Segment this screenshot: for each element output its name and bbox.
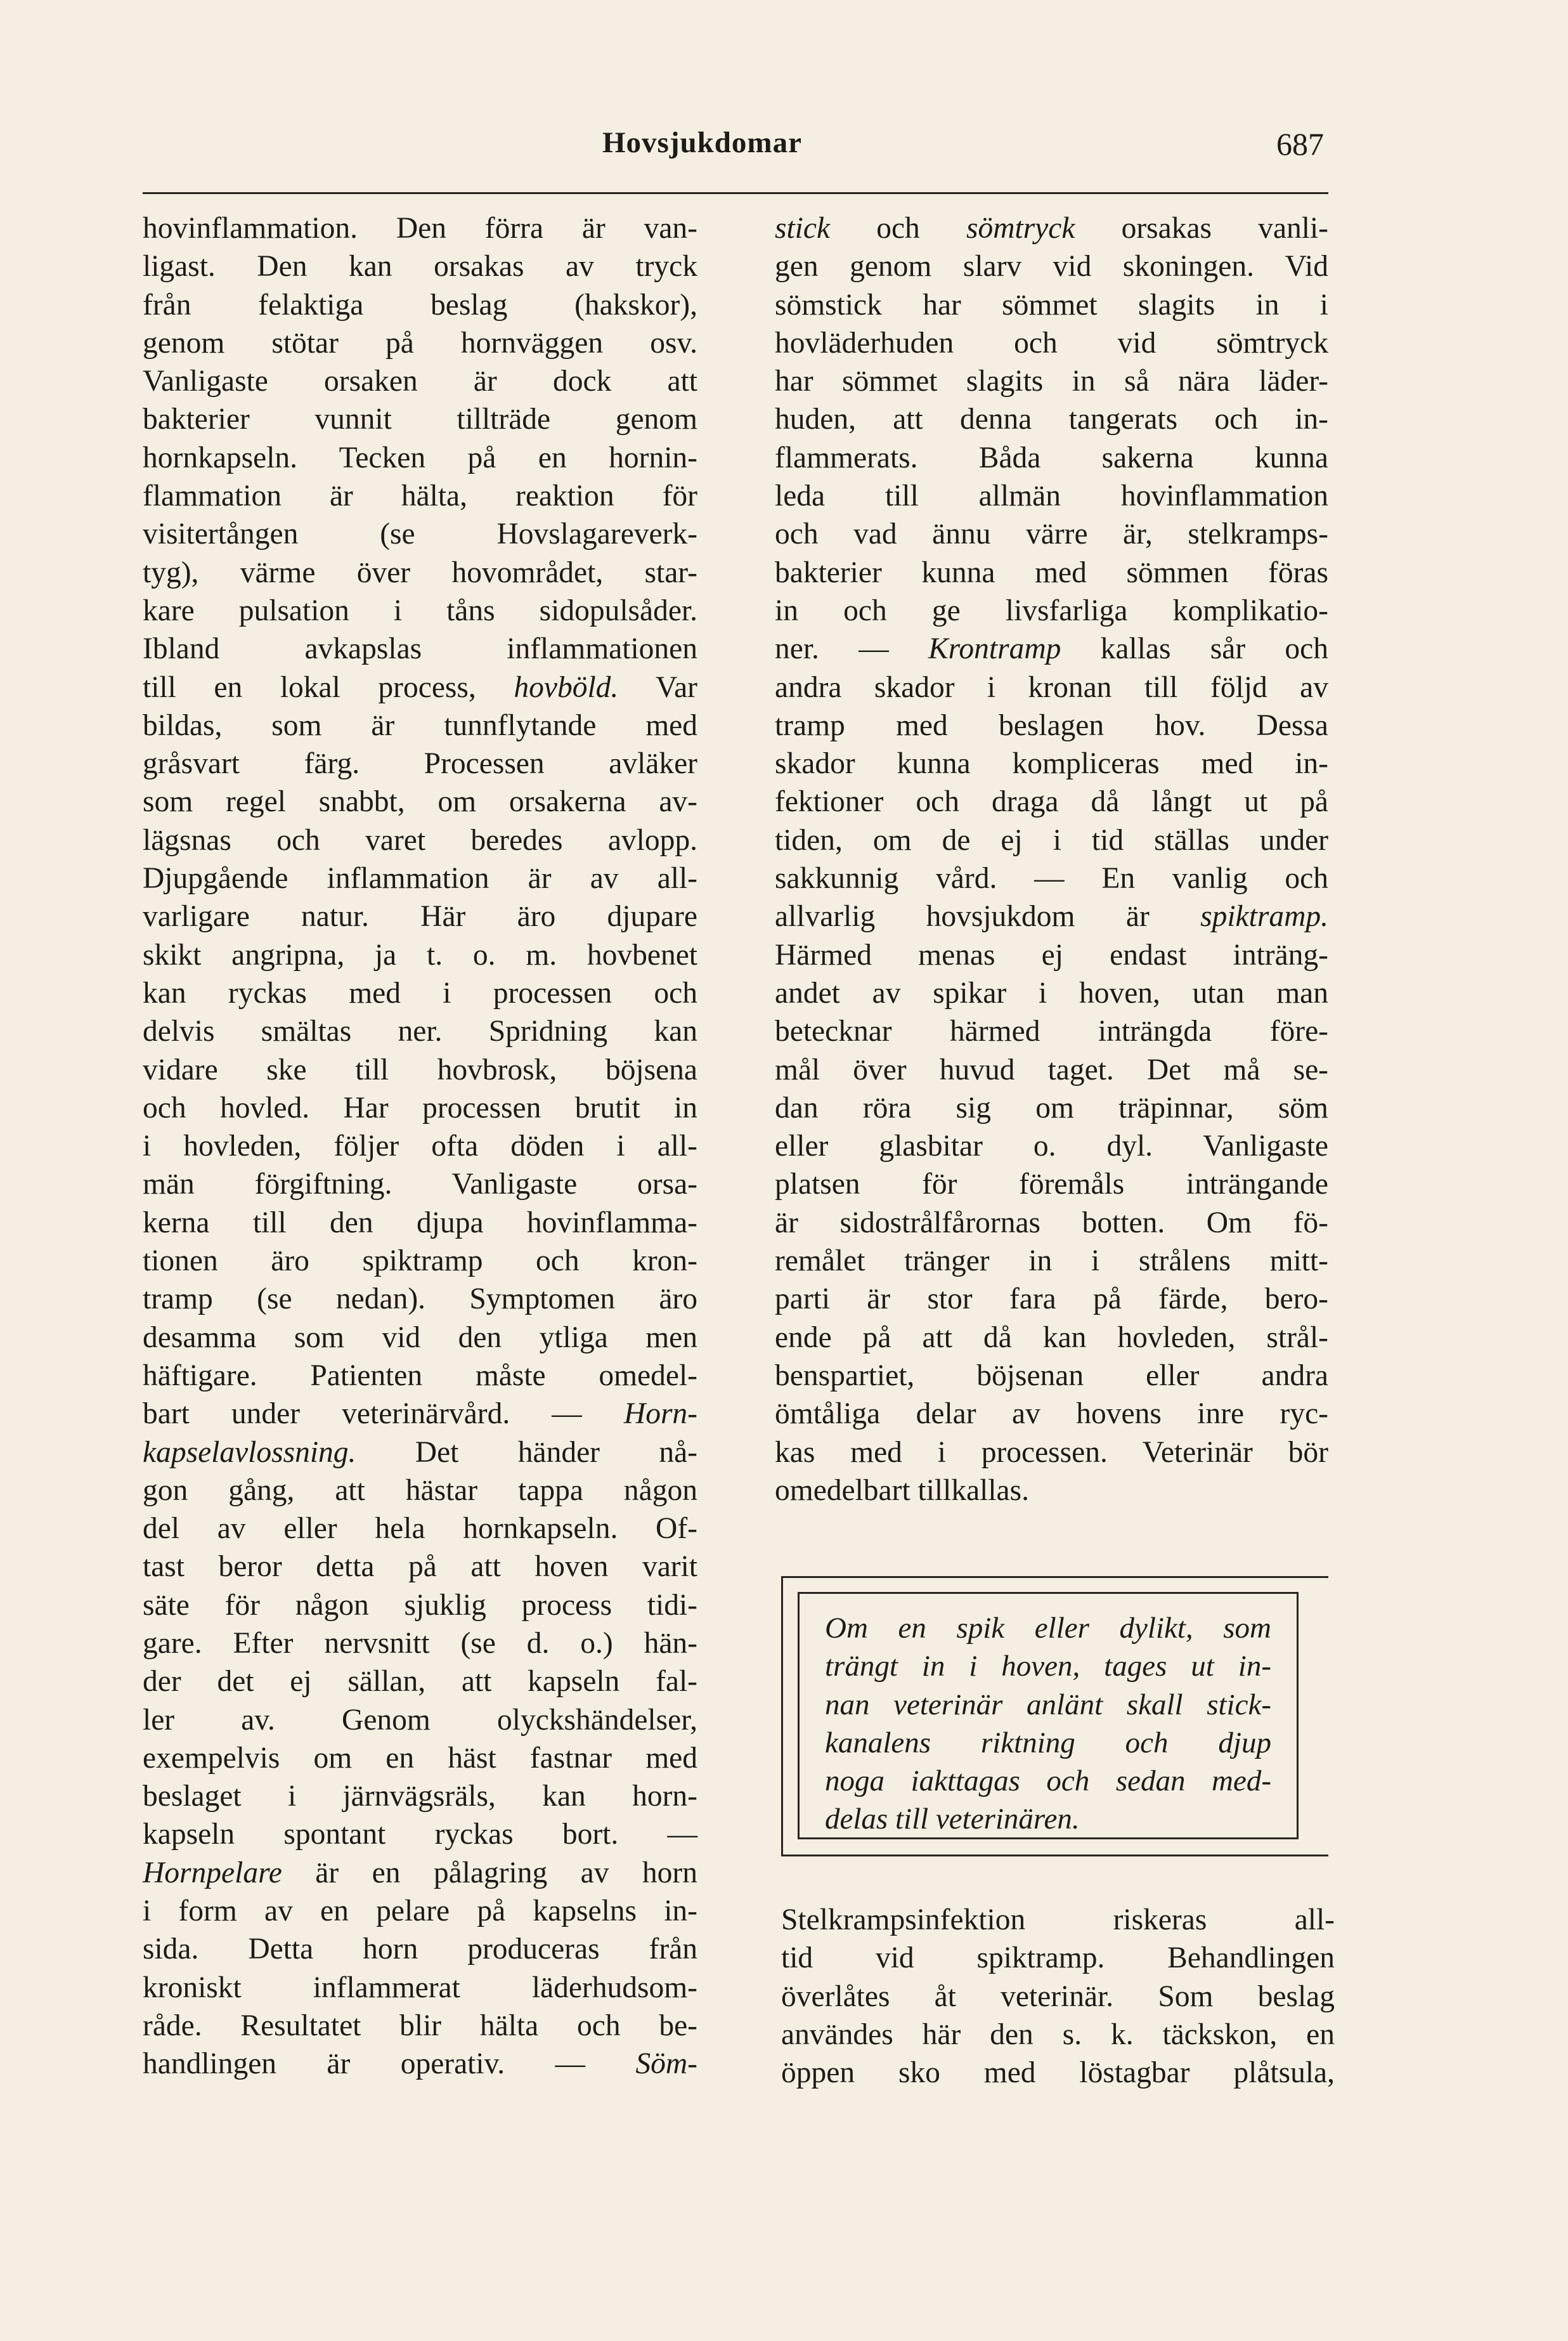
text-line (775, 668, 1328, 707)
text-line (143, 1854, 697, 1892)
text-line (143, 783, 697, 821)
line-text: från felaktiga beslag (hakskor), (143, 288, 697, 322)
line-text: har sömmet slagits in så nära läder- (775, 365, 1328, 398)
text-line (825, 1647, 1271, 1685)
text-line (775, 477, 1328, 515)
text-line (775, 1165, 1328, 1203)
text-line (143, 1051, 697, 1089)
text-line (143, 1969, 697, 2007)
line-text: gare. Efter nervsnitt (se d. o.) hän- (143, 1626, 697, 1660)
text-line (781, 1901, 1335, 1939)
italic-term: Krontramp (928, 632, 1061, 666)
line-text: råde. Resultatet blir hälta och be- (143, 2009, 697, 2042)
text-line (143, 554, 697, 592)
text-line (143, 286, 697, 324)
line-text: ner. — (775, 632, 928, 666)
text-line (143, 1395, 697, 1433)
text-line (825, 1686, 1271, 1724)
text-line (775, 1395, 1328, 1433)
italic-term: kapselavlossning. (143, 1435, 356, 1469)
text-line (143, 515, 697, 553)
italic-term: Hornpelare (143, 1856, 282, 1889)
line-text: och (830, 212, 966, 245)
text-line (143, 1242, 697, 1280)
line-text: in och ge livsfarliga komplikatio- (775, 594, 1328, 627)
line-text: skador kunna kompliceras med in- (775, 747, 1328, 781)
note-frame-top-rule (781, 1576, 1328, 1578)
text-line (775, 1471, 1328, 1510)
italic-term: Söm- (635, 2047, 697, 2081)
text-line (143, 1777, 697, 1815)
line-text: parti är stor fara på färde, bero- (775, 1282, 1328, 1316)
line-text: platsen för föremåls inträngande (775, 1168, 1328, 1201)
text-line (775, 209, 1328, 247)
note-frame-left-rule (781, 1576, 783, 1856)
italic-term: spiktramp. (1200, 900, 1328, 934)
line-text: tramp med beslagen hov. Dessa (775, 708, 1328, 742)
text-line (775, 1204, 1328, 1242)
line-text: Var (618, 670, 697, 704)
text-line (143, 2045, 697, 2083)
text-line (775, 1012, 1328, 1050)
line-text: Ibland avkapslas inflammationen (143, 632, 697, 666)
text-line (825, 1724, 1271, 1762)
line-text: lägsnas och varet beredes avlopp. (143, 823, 697, 857)
line-text: användes här den s. k. täckskon, en (781, 2018, 1335, 2051)
line-text: Om en spik eller dylikt, som (825, 1612, 1271, 1645)
line-text: varligare natur. Här äro djupare (143, 900, 697, 934)
text-line (775, 515, 1328, 553)
note-box (798, 1592, 1299, 1839)
text-line (143, 1548, 697, 1586)
line-text: bildas, som är tunnflytande med (143, 708, 697, 742)
text-line (143, 897, 697, 936)
text-line (775, 783, 1328, 821)
text-line (143, 1586, 697, 1624)
line-text: flammation är hälta, reaktion för (143, 479, 697, 513)
line-text: Det händer nå- (356, 1435, 697, 1469)
line-text: trängt in i hoven, tages ut in- (825, 1650, 1271, 1683)
header-rule (143, 192, 1328, 194)
line-text: Vanligaste orsaken är dock att (143, 365, 697, 398)
line-text: der det ej sällan, att kapseln fal- (143, 1665, 697, 1699)
text-line (825, 1762, 1271, 1800)
text-line (143, 821, 697, 859)
line-text: ende på att då kan hovleden, strål- (775, 1320, 1328, 1354)
line-text: och vad ännu värre är, stelkramps- (775, 518, 1328, 551)
text-line (143, 1012, 697, 1050)
text-line (143, 209, 697, 247)
text-line (143, 1357, 697, 1395)
text-line (775, 554, 1328, 592)
line-text: gen genom slarv vid skoningen. Vid (775, 250, 1328, 284)
text-line (775, 362, 1328, 400)
line-text: huden, att denna tangerats och in- (775, 403, 1328, 436)
text-line (775, 1433, 1328, 1471)
text-line (143, 1815, 697, 1853)
text-line (781, 1978, 1335, 2016)
text-line (143, 859, 697, 897)
text-line (775, 247, 1328, 285)
line-text: tid vid spiktramp. Behandlingen (781, 1941, 1335, 1975)
text-line (143, 439, 697, 477)
line-text: visitertången (se Hovslagareverk- (143, 518, 697, 551)
line-text: orsakas vanli- (1075, 212, 1328, 245)
line-text: är sidostrålfårornas botten. Om fö- (775, 1206, 1328, 1239)
text-line (143, 974, 697, 1012)
line-text: delas till veterinären. (825, 1803, 1080, 1836)
text-line (143, 707, 697, 745)
line-text: dan röra sig om träpinnar, söm (775, 1091, 1328, 1125)
line-text: kallas sår och (1061, 632, 1329, 666)
line-text: tyg), värme över hovområdet, star- (143, 556, 697, 589)
line-text: nan veterinär anlänt skall stick- (825, 1688, 1271, 1721)
text-line (775, 1051, 1328, 1089)
text-line (143, 362, 697, 400)
line-text: beslaget i järnvägsräls, kan horn- (143, 1780, 697, 1813)
text-line (775, 1089, 1328, 1127)
text-line (143, 1624, 697, 1662)
line-text: kare pulsation i tåns sidopulsåder. (143, 594, 697, 627)
text-line (781, 2016, 1335, 2054)
line-text: Härmed menas ej endast inträng- (775, 938, 1328, 972)
line-text: till en lokal process, (143, 670, 514, 704)
line-text: exempelvis om en häst fastnar med (143, 1741, 697, 1775)
text-line (143, 1662, 697, 1700)
text-line (143, 592, 697, 630)
text-line (143, 936, 697, 974)
text-line (143, 1204, 697, 1242)
italic-term: Horn- (623, 1397, 697, 1431)
left-column (143, 209, 697, 2083)
text-line (775, 286, 1328, 324)
line-text: kanalens riktning och djup (825, 1726, 1271, 1759)
line-text: mål över huvud taget. Det må se- (775, 1053, 1328, 1086)
line-text: vidare ske till hovbrosk, böjsena (143, 1053, 697, 1086)
text-line (825, 1609, 1271, 1647)
italic-term: hovböld. (514, 670, 619, 704)
line-text: överlåtes åt veterinär. Som beslag (781, 1979, 1335, 2013)
line-text: benspartiet, böjsenan eller andra (775, 1359, 1328, 1392)
line-text: omedelbart tillkallas. (775, 1473, 1029, 1507)
text-line (143, 1471, 697, 1510)
line-text: betecknar härmed inträngda före- (775, 1015, 1328, 1048)
text-line (143, 1930, 697, 1968)
line-text: öppen sko med löstagbar plåtsula, (781, 2056, 1335, 2090)
text-line (143, 1127, 697, 1165)
line-text: i hovleden, följer ofta döden i all- (143, 1130, 697, 1163)
text-line (775, 974, 1328, 1012)
text-line (775, 400, 1328, 438)
text-line (775, 821, 1328, 859)
italic-term: sömtryck (966, 212, 1075, 245)
line-text: ömtåliga delar av hovens inre ryc- (775, 1397, 1328, 1431)
line-text: Djupgående inflammation är av all- (143, 862, 697, 896)
line-text: hovinflammation. Den förra är van- (143, 212, 697, 245)
text-line (143, 745, 697, 783)
text-line (143, 1165, 697, 1203)
line-text: sida. Detta horn produceras från (143, 1933, 697, 1966)
text-line (143, 1319, 697, 1357)
text-line (143, 1739, 697, 1777)
line-text: hovläderhuden och vid sömtryck (775, 326, 1328, 360)
right-column-continued (781, 1901, 1335, 2092)
text-line (775, 1357, 1328, 1395)
line-text: desamma som vid den ytliga men (143, 1320, 697, 1354)
page-number: 687 (1276, 126, 1324, 162)
line-text: leda till allmän hovinflammation (775, 479, 1328, 513)
line-text: bart under veterinärvård. — (143, 1397, 624, 1431)
text-line (143, 247, 697, 285)
text-line (775, 897, 1328, 936)
text-line (775, 1242, 1328, 1280)
line-text: är en pålagring av horn (282, 1856, 697, 1889)
text-line (143, 1433, 697, 1471)
line-text: ligast. Den kan orsakas av tryck (143, 250, 697, 284)
text-line (775, 707, 1328, 745)
line-text: som regel snabbt, om orsakerna av- (143, 785, 697, 819)
line-text: ler av. Genom olyckshändelser, (143, 1703, 697, 1737)
text-line (143, 477, 697, 515)
text-line (825, 1800, 1271, 1838)
text-line (775, 1319, 1328, 1357)
line-text: genom stötar på hornväggen osv. (143, 326, 697, 360)
text-line (775, 859, 1328, 897)
line-text: gråsvart färg. Processen avläker (143, 747, 697, 781)
line-text: kroniskt inflammerat läderhudsom- (143, 1971, 697, 2004)
text-line (775, 630, 1328, 668)
line-text: flammerats. Båda sakerna kunna (775, 441, 1328, 474)
line-text: del av eller hela hornkapseln. Of- (143, 1512, 697, 1546)
text-line (775, 745, 1328, 783)
line-text: kapseln spontant ryckas bort. — (143, 1818, 697, 1851)
line-text: gon gång, att hästar tappa någon (143, 1473, 697, 1507)
line-text: handlingen är operativ. — (143, 2047, 636, 2081)
line-text: bakterier kunna med sömmen föras (775, 556, 1328, 589)
text-line (775, 1280, 1328, 1318)
line-text: kerna till den djupa hovinflamma- (143, 1206, 697, 1239)
line-text: allvarlig hovsjukdom är (775, 900, 1201, 934)
note-frame-bottom-rule (781, 1855, 1328, 1856)
text-line (781, 1939, 1335, 1977)
right-column (775, 209, 1328, 1510)
italic-term: stick (775, 212, 831, 245)
text-line (143, 1510, 697, 1548)
line-text: kan ryckas med i processen och (143, 976, 697, 1010)
text-line (143, 400, 697, 438)
line-text: säte för någon sjuklig process tidi- (143, 1588, 697, 1622)
line-text: andra skador i kronan till följd av (775, 670, 1328, 704)
text-line (143, 1892, 697, 1930)
text-line (775, 1127, 1328, 1165)
text-line (775, 324, 1328, 362)
text-line (775, 439, 1328, 477)
line-text: män förgiftning. Vanligaste orsa- (143, 1168, 697, 1201)
line-text: delvis smältas ner. Spridning kan (143, 1015, 697, 1048)
line-text: och hovled. Har processen brutit in (143, 1091, 697, 1125)
line-text: bakterier vunnit tillträde genom (143, 403, 697, 436)
line-text: sakkunnig vård. — En vanlig och (775, 862, 1328, 896)
line-text: tiden, om de ej i tid ställas under (775, 823, 1328, 857)
line-text: tast beror detta på att hoven varit (143, 1550, 697, 1584)
text-line (143, 2007, 697, 2045)
line-text: sömstick har sömmet slagits in i (775, 288, 1328, 322)
text-line (143, 668, 697, 707)
line-text: Stelkrampsinfektion riskeras all- (781, 1903, 1335, 1936)
line-text: eller glasbitar o. dyl. Vanligaste (775, 1130, 1328, 1163)
text-line (143, 1701, 697, 1739)
text-line (143, 1089, 697, 1127)
running-title: Hovsjukdomar (602, 126, 802, 159)
line-text: kas med i processen. Veterinär bör (775, 1435, 1328, 1469)
line-text: andet av spikar i hoven, utan man (775, 976, 1328, 1010)
text-line (143, 324, 697, 362)
line-text: fektioner och draga då långt ut på (775, 785, 1328, 819)
line-text: hornkapseln. Tecken på en hornin- (143, 441, 697, 474)
text-line (775, 592, 1328, 630)
text-line (143, 1280, 697, 1318)
line-text: remålet tränger in i strålens mitt- (775, 1244, 1328, 1278)
line-text: tramp (se nedan). Symptomen äro (143, 1282, 697, 1316)
line-text: skikt angripna, ja t. o. m. hovbenet (143, 938, 697, 972)
line-text: noga iakttagas och sedan med- (825, 1764, 1271, 1798)
text-line (143, 630, 697, 668)
line-text: tionen äro spiktramp och kron- (143, 1244, 697, 1278)
text-line (781, 2054, 1335, 2092)
line-text: i form av en pelare på kapselns in- (143, 1894, 697, 1928)
text-line (775, 936, 1328, 974)
line-text: häftigare. Patienten måste omedel- (143, 1359, 697, 1392)
